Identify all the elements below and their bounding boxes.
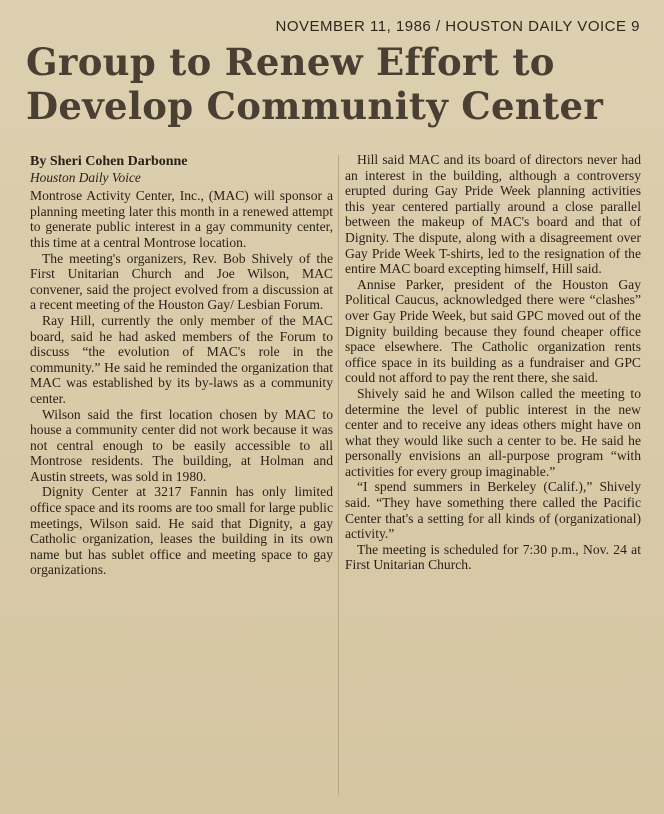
- dateline: NOVEMBER 11, 1986 / HOUSTON DAILY VOICE 9: [275, 18, 640, 35]
- article-column-left: [30, 152, 333, 578]
- headline: [26, 40, 646, 128]
- paragraph: “I spend summers in Berkeley (Calif.),” Shively said. “They have something there called the Pacific Center that's a setting for all kinds of (organizational) activity.”: [345, 479, 641, 542]
- article-column-right: [345, 152, 641, 573]
- paragraph: Wilson said the first location chosen by MAC to house a community center did not work because it was not central enough to be easily accessible to all Montrose residents. The building, at Holman and Austin streets, was sold in 1980.: [30, 406, 333, 484]
- paragraph: The meeting's organizers, Rev. Bob Shively of the First Unitarian Church and Joe Wilson, MAC convener, said the project evolved from a discussion at a recent meeting of the Houston Gay/ Lesbian Forum.: [30, 250, 333, 313]
- paragraph: Annise Parker, president of the Houston Gay Political Caucus, acknowledged there were “clashes” over Gay Pride Week, but said GPC moved out of the Dignity building because they found cheaper office space elsewhere. The Catholic organization rents office space in its building as a fundraiser and GPC could not afford to pay the rent there, she said.: [345, 276, 641, 386]
- headline-line-1: Group to Renew Effort to: [26, 40, 555, 84]
- paragraph: Shively said he and Wilson called the meeting to determine the level of public interest in the new center and to receive any ideas others might have on what they would like such a center to be. He said he personally envisions an all-purpose program “with activities for every group imaginable.”: [345, 385, 641, 479]
- headline-line-2: Develop Community Center: [26, 84, 604, 128]
- paragraph: Hill said MAC and its board of directors never had an interest in the building, although a controversy erupted during Gay Pride Week planning activities this year centered partially around a close parallel between the makeup of MAC's board and that of Dignity. The dispute, along with a disagreement over Gay Pride Week T-shirts, led to the resignation of the entire MAC board excepting himself, Hill said.: [345, 152, 641, 277]
- column-divider: [338, 155, 339, 795]
- paragraph: Dignity Center at 3217 Fannin has only limited office space and its rooms are too small for large public meetings, Wilson said. He said that Dignity, a gay Catholic organization, leases the building in its own name but has sublet office and meeting space to gay organizations.: [30, 484, 333, 578]
- paragraph: The meeting is scheduled for 7:30 p.m., Nov. 24 at First Unitarian Church.: [345, 541, 641, 573]
- paragraph: Montrose Activity Center, Inc., (MAC) will sponsor a planning meeting later this month in a renewed attempt to generate public interest in a gay community center, this time at a central Montrose location.: [30, 188, 333, 250]
- byline-affiliation: Houston Daily Voice: [30, 169, 141, 185]
- paragraph: Ray Hill, currently the only member of the MAC board, said he had asked members of the Forum to discuss “the evolution of MAC's role in the community.” He said he reminded the organization that MAC was established by its by-laws as a community center.: [30, 312, 333, 406]
- byline: By Sheri Cohen Darbonne: [30, 154, 188, 169]
